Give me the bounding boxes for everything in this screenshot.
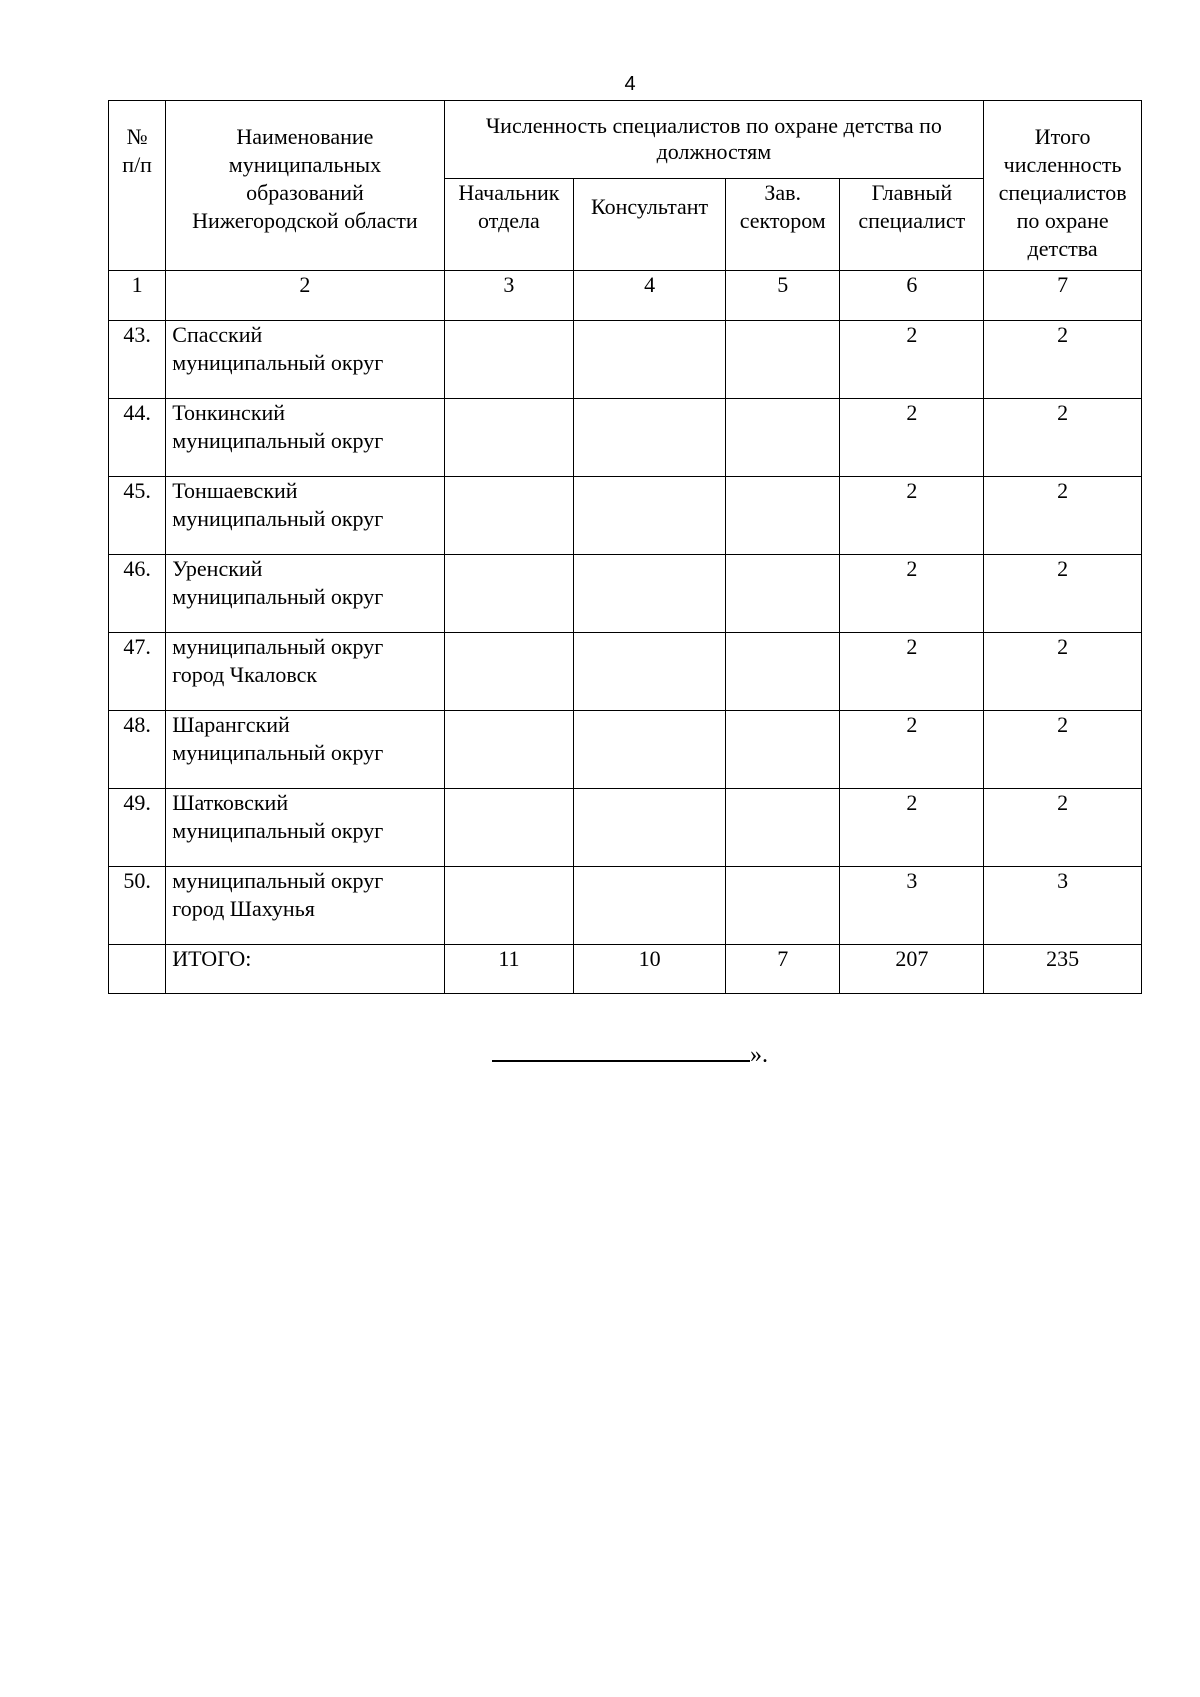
totals-total: 235 (984, 945, 1142, 994)
table-row (109, 789, 1142, 867)
row-head (444, 477, 574, 555)
table-row (109, 555, 1142, 633)
column-number: 4 (574, 271, 726, 321)
row-sector (725, 867, 840, 945)
header-group: Численность специалистов по охране детства по должностям (444, 101, 984, 179)
column-number: 3 (444, 271, 574, 321)
closing-quote-mark: ». (750, 1042, 768, 1068)
totals-consultant: 10 (574, 945, 726, 994)
row-consultant (574, 711, 726, 789)
totals-label: ИТОГО: (166, 945, 444, 994)
row-total: 3 (984, 867, 1142, 945)
row-total: 2 (984, 321, 1142, 399)
header-name: Наименование муниципальных образований Нижегородской области (166, 101, 444, 271)
table-row (109, 399, 1142, 477)
row-total: 2 (984, 477, 1142, 555)
header-num: № п/п (109, 101, 166, 271)
row-consultant (574, 321, 726, 399)
table-row (109, 633, 1142, 711)
table-row (109, 867, 1142, 945)
column-number: 2 (166, 271, 444, 321)
row-num: 48. (109, 711, 166, 789)
row-chief: 2 (840, 399, 984, 477)
column-number: 5 (725, 271, 840, 321)
row-num: 45. (109, 477, 166, 555)
row-chief: 2 (840, 789, 984, 867)
row-name: Тоншаевский муниципальный округ (166, 477, 444, 555)
row-sector (725, 789, 840, 867)
row-consultant (574, 633, 726, 711)
row-total: 2 (984, 711, 1142, 789)
totals-head: 11 (444, 945, 574, 994)
column-number: 6 (840, 271, 984, 321)
totals-sector: 7 (725, 945, 840, 994)
row-head (444, 399, 574, 477)
row-num: 49. (109, 789, 166, 867)
row-num: 50. (109, 867, 166, 945)
row-num: 43. (109, 321, 166, 399)
page-number: 4 (624, 73, 636, 95)
row-chief: 2 (840, 321, 984, 399)
row-head (444, 711, 574, 789)
row-head (444, 633, 574, 711)
row-sector (725, 477, 840, 555)
row-num: 44. (109, 399, 166, 477)
totals-num (109, 945, 166, 994)
table-row (109, 711, 1142, 789)
row-head (444, 789, 574, 867)
totals-row (109, 945, 1142, 994)
row-sector (725, 555, 840, 633)
table-row (109, 321, 1142, 399)
row-sector (725, 399, 840, 477)
header-consultant: Консультант (574, 179, 726, 271)
row-sector (725, 711, 840, 789)
row-head (444, 321, 574, 399)
row-sector (725, 633, 840, 711)
row-consultant (574, 477, 726, 555)
table-row (109, 477, 1142, 555)
row-head (444, 867, 574, 945)
header-head-of-department: Начальник отдела (444, 179, 574, 271)
row-chief: 3 (840, 867, 984, 945)
row-chief: 2 (840, 477, 984, 555)
column-number-row (109, 271, 1142, 321)
row-name: Шарангский муниципальный округ (166, 711, 444, 789)
row-chief: 2 (840, 555, 984, 633)
row-sector (725, 321, 840, 399)
row-total: 2 (984, 555, 1142, 633)
totals-chief: 207 (840, 945, 984, 994)
header-sector-head: Зав. сектором (725, 179, 840, 271)
row-consultant (574, 399, 726, 477)
row-consultant (574, 789, 726, 867)
row-name: муниципальный округ город Шахунья (166, 867, 444, 945)
column-number: 7 (984, 271, 1142, 321)
column-number: 1 (109, 271, 166, 321)
row-chief: 2 (840, 633, 984, 711)
row-name: Тонкинский муниципальный округ (166, 399, 444, 477)
row-name: муниципальный округ город Чкаловск (166, 633, 444, 711)
row-name: Шатковский муниципальный округ (166, 789, 444, 867)
row-num: 47. (109, 633, 166, 711)
signature-underline (492, 1038, 750, 1062)
header-row-top (109, 101, 1142, 179)
row-chief: 2 (840, 711, 984, 789)
row-consultant (574, 867, 726, 945)
row-total: 2 (984, 633, 1142, 711)
row-name: Уренский муниципальный округ (166, 555, 444, 633)
closing-line (492, 1038, 768, 1069)
header-chief-specialist: Главный специалист (840, 179, 984, 271)
row-name: Спасский муниципальный округ (166, 321, 444, 399)
row-consultant (574, 555, 726, 633)
row-total: 2 (984, 789, 1142, 867)
row-head (444, 555, 574, 633)
row-total: 2 (984, 399, 1142, 477)
specialists-table (108, 100, 1142, 994)
header-total: Итого численность специалистов по охране детства (984, 101, 1142, 271)
row-num: 46. (109, 555, 166, 633)
